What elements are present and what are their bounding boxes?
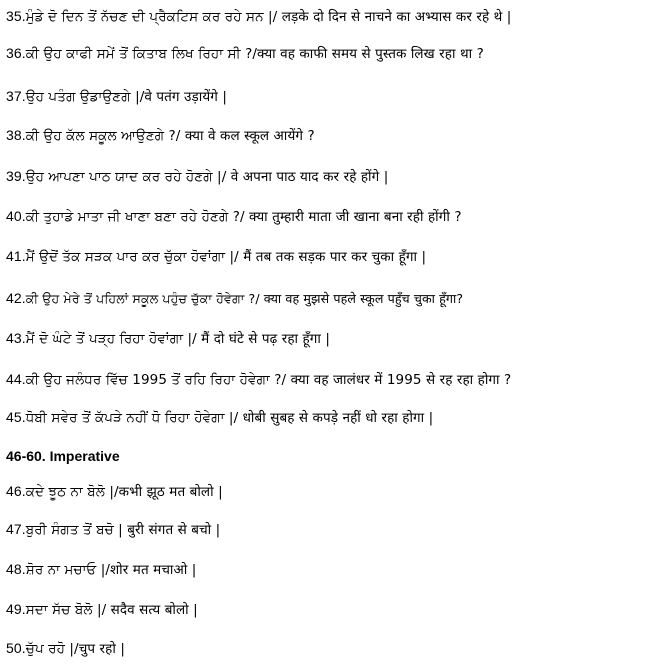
sentence-36 [6,43,484,64]
sentence-text: ਸ਼ੋਰ ਨਾ ਮਚਾਓ |/शोर मत मचाओ | [25,562,197,578]
sentence-text: ਬੁਰੀ ਸੰਗਤ ਤੋਂ ਬਚੋ | बुरी संगत से बचो | [25,522,221,538]
sentence-text: ਮੈਂ ਦੋ ਘੰਟੇ ਤੋਂ ਪੜ੍ਹ ਰਿਹਾ ਹੋਵਾਂਗਾ |/ मैं दो घंटे से पढ़ रहा हूँगा | [25,331,330,347]
sentence-48 [6,559,196,580]
sentence-number: 43. [6,330,26,346]
sentence-number: 48. [6,561,26,577]
sentence-37 [6,86,227,107]
sentence-number: 38. [6,127,26,143]
sentence-45 [6,407,433,428]
sentence-text: ਸਦਾ ਸੱਚ ਬੋਲੋ |/ सदैव सत्य बोलो | [25,602,198,618]
sentence-number: 39. [6,168,26,184]
sentence-38 [6,125,315,146]
sentence-text: ਚੁੱਪ ਰਹੋ |/चुप रहो | [25,641,125,657]
sentence-39 [6,166,388,187]
sentence-number: 44. [6,371,26,387]
sentence-35 [6,6,511,27]
sentence-text: ਕੀ ਉਹ ਕੱਲ ਸਕੂਲ ਆਉਣਗੇ ?/ क्या वे कल स्कूल आयेंगे ? [25,128,315,144]
sentence-text: ਕਦੇ ਝੂਠ ਨਾ ਬੋਲੋ |/कभी झूठ मत बोलो | [25,484,223,500]
sentence-number: 37. [6,88,26,104]
sentence-text: ਮੈਂ ਉਦੋਂ ਤੱਕ ਸੜਕ ਪਾਰ ਕਰ ਚੁੱਕਾ ਹੋਵਾਂਗਾ |/ मैं तब तक सड़क पार कर चुका हूँगा | [25,249,427,265]
sentence-number: 49. [6,601,26,617]
sentence-number: 50. [6,640,26,656]
sentence-number: 47. [6,521,26,537]
sentence-42 [6,288,463,309]
sentence-43 [6,328,330,349]
sentence-text: ਕੀ ਉਹ ਕਾਫੀ ਸਮੇਂ ਤੋਂ ਕਿਤਾਬ ਲਿਖ ਰਿਹਾ ਸੀ ?/क्या वह काफी समय से पुस्तक लिख रहा था ? [25,46,484,62]
sentence-text: ਮੁੰਡੇ ਦੋ ਦਿਨ ਤੋਂ ਨੱਚਣ ਦੀ ਪ੍ਰੈਕਟਿਸ ਕਰ ਰਹੇ ਸਨ |/ लड़के दो दिन से नाचने का अभ्यास कर रहे थे | [25,9,512,25]
sentence-50 [6,638,125,659]
sentence-number: 35. [6,8,26,24]
sentence-40 [6,206,462,227]
sentence-number: 36. [6,45,26,61]
sentence-text: ਕੀ ਉਹ ਮੇਰੇ ਤੋਂ ਪਹਿਲਾਂ ਸਕੂਲ ਪਹੁੰਚ ਚੁੱਕਾ ਹੋਵੇਗਾ ?/ क्या वह मुझसे पहले स्कूल पहुँच चुका हूँगा? [25,291,464,306]
sentence-text: ਕੀ ਤੁਹਾਡੇ ਮਾਤਾ ਜੀ ਖਾਣਾ ਬਣਾ ਰਹੇ ਹੋਣਗੇ ?/ क्या तुम्हारी माता जी खाना बना रही होंगी ? [25,209,462,225]
sentence-49 [6,599,198,620]
section-heading: 46-60. Imperative [6,448,120,464]
sentence-46 [6,481,223,502]
sentence-number: 46. [6,483,26,499]
sentence-text: ਧੋਬੀ ਸਵੇਰ ਤੋਂ ਕੱਪੜੇ ਨਹੀਂ ਧੋ ਰਿਹਾ ਹੋਵੇਗਾ |/ धोबी सुबह से कपड़े नहीं धो रहा होगा | [25,410,434,426]
sentence-number: 42. [6,290,26,306]
sentence-text: ਉਹ ਆਪਣਾ ਪਾਠ ਯਾਦ ਕਰ ਰਹੇ ਹੋਣਗੇ |/ वे अपना पाठ याद कर रहे होंगे | [25,169,389,185]
sentence-text: ਉਹ ਪਤੰਗ ਉਡਾਉਣਗੇ |/वे पतंग उड़ायेंगे | [25,89,228,105]
sentence-number: 41. [6,248,26,264]
sentence-number: 45. [6,409,26,425]
sentence-41 [6,246,426,267]
sentence-number: 40. [6,208,26,224]
sentence-44 [6,369,511,390]
sentence-text: ਕੀ ਉਹ ਜਲੰਧਰ ਵਿੱਚ 1995 ਤੋਂ ਰਹਿ ਰਿਹਾ ਹੋਵੇਗਾ ?/ क्या वह जालंधर में 1995 से रह रहा होगा ? [25,372,512,388]
sentence-47 [6,519,220,540]
